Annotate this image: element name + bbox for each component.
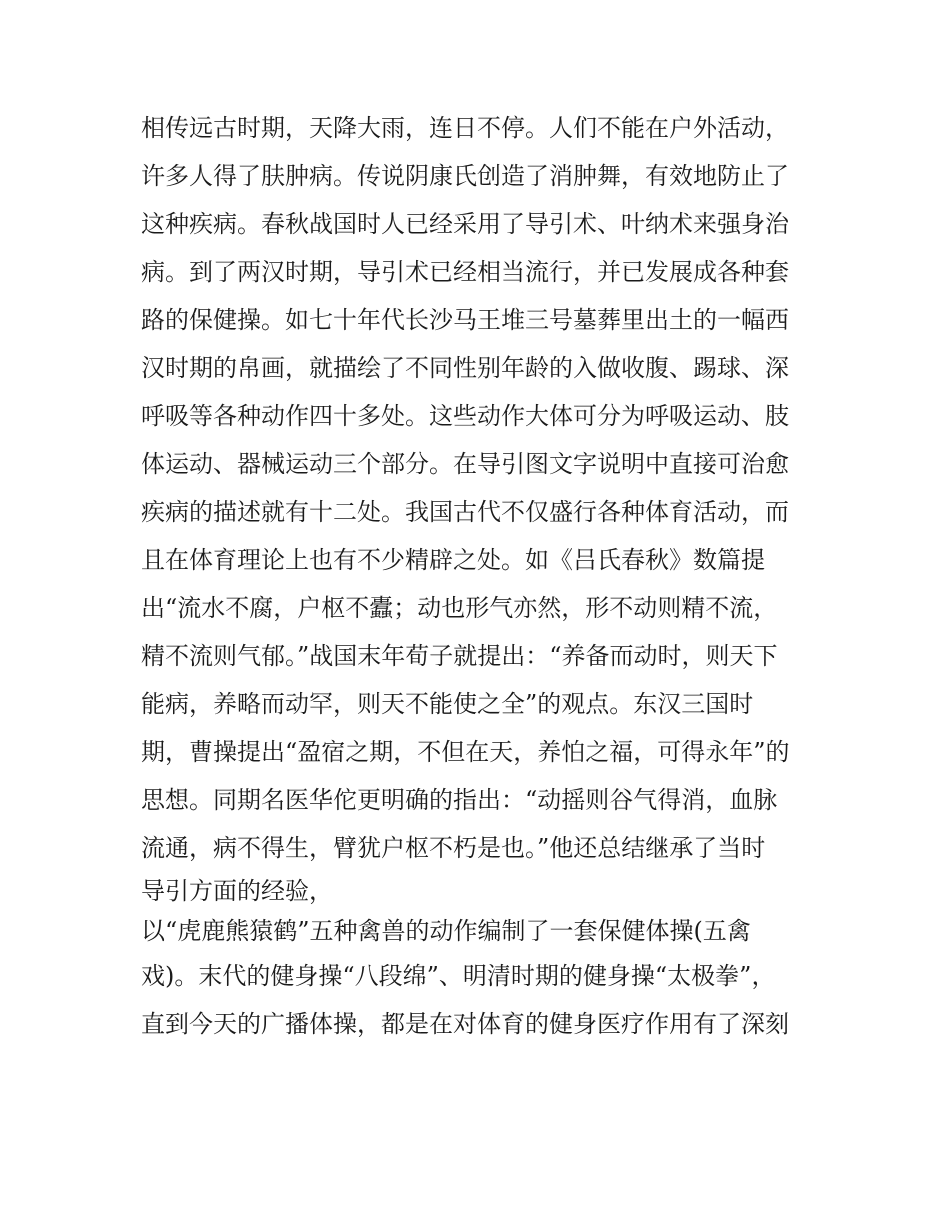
text-line: 呼吸等各种动作四十多处。这些动作大体可分为呼吸运动、肢 xyxy=(141,402,789,430)
text-line: 直到今天的广播体操，都是在对体育的健身医疗作用有了深刻 xyxy=(141,1010,789,1038)
text-line: 以“虎鹿熊猿鹤”五种禽兽的动作编制了一套保健体操(五禽 xyxy=(141,917,751,945)
text-line: 精不流则气郁。”战国末年荀子就提出：“养备而动时，则天下 xyxy=(141,642,778,670)
text-line: 许多人得了肤肿病。传说阴康氏创造了消肿舞，有效地防止了 xyxy=(141,162,789,190)
text-line: 病。到了两汉时期，导引术已经相当流行，并已发展成各种套 xyxy=(141,258,789,286)
text-line: 路的保健操。如七十年代长沙马王堆三号墓葬里出土的一幅西 xyxy=(141,306,789,334)
text-line: 汉时期的帛画，就描绘了不同性别年龄的入做收腹、踢球、深 xyxy=(141,354,789,382)
text-line: 期，曹操提出“盈宿之期，不但在天，养怕之福，可得永年”的 xyxy=(141,738,790,766)
text-line: 疾病的描述就有十二处。我国古代不仅盛行各种体育活动，而 xyxy=(141,498,789,526)
text-line: 且在体育理论上也有不少精辟之处。如《吕氏春秋》数篇提 xyxy=(141,546,765,574)
text-line: 体运动、器械运动三个部分。在导引图文字说明中直接可治愈 xyxy=(141,450,789,478)
text-line: 导引方面的经验， xyxy=(141,877,333,905)
text-line: 戏)。末代的健身操“八段绵”、明清时期的健身操“太极拳”， xyxy=(141,962,776,990)
text-line: 出“流水不腐，户枢不蠹；动也形气亦然，形不动则精不流， xyxy=(141,594,778,622)
text-line: 相传远古时期，天降大雨，连日不停。人们不能在户外活动， xyxy=(141,114,789,142)
text-line: 这种疾病。春秋战国时人已经采用了导引术、叶纳术来强身治 xyxy=(141,210,789,238)
text-line: 能病，养略而动罕，则天不能使之全”的观点。东汉三国时 xyxy=(141,690,754,718)
text-line: 思想。同期名医华佗更明确的指出：“动摇则谷气得消，血脉 xyxy=(141,786,778,814)
body-text xyxy=(141,104,821,1048)
text-line: 流通，病不得生，臂犹户枢不朽是也。”他还总结继承了当时 xyxy=(141,834,766,862)
